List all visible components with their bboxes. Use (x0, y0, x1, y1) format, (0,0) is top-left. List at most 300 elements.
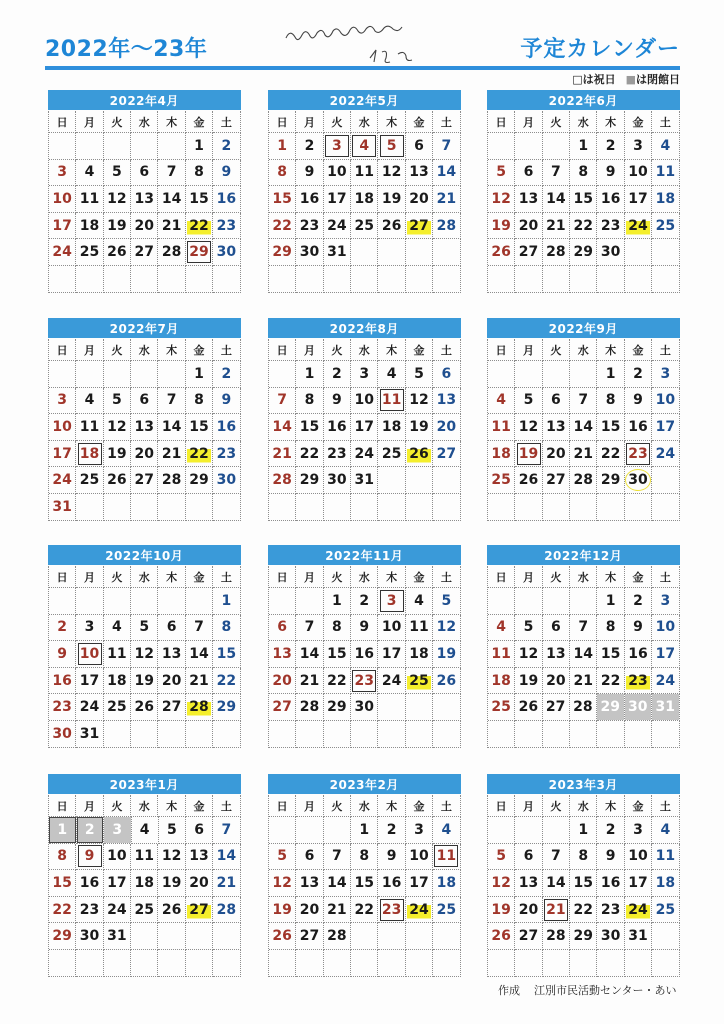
day-number: 2 (605, 821, 616, 838)
day-cell (213, 133, 240, 160)
day-cell (625, 186, 652, 213)
day-cell (76, 950, 103, 977)
day-cell (158, 441, 185, 468)
day-number: 22 (52, 901, 72, 918)
day-cell (324, 817, 351, 844)
day-cell (158, 213, 185, 240)
day-cell (131, 186, 158, 213)
day-cell (296, 694, 323, 721)
day-number: 13 (161, 645, 182, 662)
day-number: 4 (352, 135, 376, 157)
day-cell (488, 239, 515, 266)
weekday-label: 木 (158, 111, 185, 133)
day-cell (406, 414, 433, 441)
day-cell (186, 186, 213, 213)
weekday-label: 木 (597, 566, 624, 588)
day-cell (49, 923, 76, 950)
day-cell (597, 186, 624, 213)
day-cell (597, 897, 624, 924)
day-number: 28 (546, 244, 566, 261)
day-cell (213, 923, 240, 950)
day-cell (131, 494, 158, 521)
day-number: 8 (304, 392, 315, 409)
day-cell (131, 160, 158, 187)
day-cell (625, 388, 652, 415)
day-cell (104, 414, 131, 441)
day-number: 23 (79, 901, 100, 918)
day-cell (269, 160, 296, 187)
day-cell (324, 641, 351, 668)
day-cell (625, 213, 652, 240)
day-number: 27 (518, 928, 539, 945)
day-cell (406, 817, 433, 844)
day-number: 9 (332, 392, 342, 409)
weekday-header-row (49, 339, 241, 361)
day-number: 19 (409, 418, 429, 435)
day-number: 1 (578, 821, 589, 838)
month-block (487, 318, 680, 521)
day-cell (269, 694, 296, 721)
day-cell (158, 588, 185, 615)
month-title: 2022年11月 (268, 545, 461, 565)
day-cell (515, 133, 542, 160)
week-row (488, 186, 680, 213)
day-cell (351, 414, 378, 441)
day-number: 30 (52, 725, 72, 742)
day-cell (570, 641, 597, 668)
day-cell (543, 133, 570, 160)
day-cell (296, 817, 323, 844)
day-cell (625, 641, 652, 668)
day-number: 28 (161, 244, 182, 261)
day-cell (433, 897, 460, 924)
calendar-period-title: 2022年～23年 (45, 37, 208, 62)
week-row (269, 923, 461, 950)
day-number: 22 (600, 672, 621, 689)
day-cell (213, 641, 240, 668)
day-number: 24 (626, 215, 650, 237)
day-cell (488, 588, 515, 615)
day-cell (213, 441, 240, 468)
day-cell (269, 615, 296, 642)
month-block (487, 774, 680, 977)
day-cell (158, 133, 185, 160)
day-number: 29 (573, 244, 593, 261)
day-number: 6 (551, 619, 561, 636)
month-block (48, 545, 241, 748)
weekday-label: 火 (543, 339, 570, 361)
weekday-label: 月 (296, 111, 323, 133)
day-number: 10 (655, 392, 676, 409)
day-cell (49, 844, 76, 871)
day-number: 30 (625, 469, 651, 491)
day-cell (652, 950, 679, 977)
day-cell (296, 641, 323, 668)
week-row (269, 239, 461, 266)
day-number: 19 (161, 874, 182, 891)
day-number: 11 (107, 645, 127, 662)
day-number: 18 (655, 190, 676, 207)
day-cell (515, 721, 542, 748)
day-cell (351, 388, 378, 415)
day-cell (296, 467, 323, 494)
day-cell (269, 844, 296, 871)
day-number: 28 (187, 696, 211, 718)
day-cell (543, 844, 570, 871)
weekday-label: 木 (378, 339, 405, 361)
day-number: 23 (299, 217, 320, 234)
day-cell (488, 467, 515, 494)
day-cell (213, 721, 240, 748)
day-cell (433, 694, 460, 721)
day-number: 10 (107, 848, 127, 865)
day-number: 2 (77, 817, 104, 843)
day-cell (104, 615, 131, 642)
day-number: 2 (605, 137, 616, 154)
day-number: 25 (107, 699, 127, 716)
day-number: 10 (381, 619, 402, 636)
day-cell (296, 668, 323, 695)
day-number: 21 (573, 445, 593, 462)
day-number: 31 (52, 498, 72, 515)
day-number: 21 (327, 901, 347, 918)
day-cell (213, 694, 240, 721)
day-cell (104, 694, 131, 721)
month-block (487, 545, 680, 748)
day-cell (49, 361, 76, 388)
day-cell (570, 441, 597, 468)
day-number: 3 (325, 135, 349, 157)
day-cell (406, 467, 433, 494)
day-cell (158, 694, 185, 721)
day-cell (76, 641, 103, 668)
day-cell (652, 361, 679, 388)
day-cell (296, 441, 323, 468)
day-cell (433, 870, 460, 897)
day-cell (76, 923, 103, 950)
day-number: 18 (79, 217, 100, 234)
day-number: 17 (381, 645, 402, 662)
weekday-label: 火 (543, 111, 570, 133)
weekday-label: 木 (597, 795, 624, 817)
day-cell (49, 494, 76, 521)
day-number: 14 (546, 190, 566, 207)
day-cell (406, 186, 433, 213)
day-number: 1 (277, 137, 288, 154)
day-number: 14 (216, 848, 237, 865)
day-number: 17 (52, 445, 72, 462)
day-number: 4 (660, 821, 671, 838)
day-number: 24 (354, 445, 374, 462)
weekday-header-row (269, 339, 461, 361)
day-cell (186, 467, 213, 494)
day-cell (186, 588, 213, 615)
day-cell (104, 361, 131, 388)
day-cell (324, 721, 351, 748)
day-number: 10 (327, 164, 347, 181)
day-cell (543, 950, 570, 977)
month-grid (268, 111, 461, 293)
day-cell (406, 870, 433, 897)
day-cell (104, 213, 131, 240)
week-row (269, 186, 461, 213)
day-number: 5 (277, 848, 288, 865)
day-number: 15 (52, 874, 72, 891)
day-number: 12 (518, 645, 539, 662)
weekday-label: 月 (515, 566, 542, 588)
day-number: 14 (573, 645, 593, 662)
day-cell (406, 213, 433, 240)
day-cell (351, 641, 378, 668)
day-cell (570, 467, 597, 494)
day-number: 29 (327, 699, 347, 716)
day-cell (570, 494, 597, 521)
weekday-header-row (488, 339, 680, 361)
day-number: 7 (551, 164, 561, 181)
week-row (269, 615, 461, 642)
day-cell (625, 721, 652, 748)
day-cell (597, 721, 624, 748)
day-cell (652, 615, 679, 642)
weekday-label: 土 (433, 111, 460, 133)
day-cell (351, 721, 378, 748)
day-cell (269, 668, 296, 695)
day-cell (652, 897, 679, 924)
day-cell (378, 266, 405, 293)
day-cell (570, 870, 597, 897)
day-cell (49, 641, 76, 668)
weekday-label: 金 (406, 795, 433, 817)
day-cell (213, 817, 240, 844)
day-cell (324, 160, 351, 187)
day-cell (213, 414, 240, 441)
day-cell (406, 266, 433, 293)
day-cell (488, 213, 515, 240)
day-number: 13 (134, 190, 154, 207)
week-row (488, 414, 680, 441)
day-cell (324, 494, 351, 521)
day-number: 8 (194, 392, 204, 409)
day-cell (131, 467, 158, 494)
weekday-label: 金 (406, 339, 433, 361)
day-number: 27 (134, 244, 154, 261)
day-number: 22 (187, 215, 211, 237)
day-number: 16 (628, 645, 648, 662)
day-cell (433, 266, 460, 293)
day-number: 21 (573, 672, 593, 689)
day-cell (488, 844, 515, 871)
day-number: 11 (491, 645, 511, 662)
day-number: 31 (354, 472, 374, 489)
day-cell (625, 897, 652, 924)
day-number: 18 (354, 190, 374, 207)
day-cell (158, 615, 185, 642)
day-cell (186, 844, 213, 871)
weekday-label: 土 (213, 111, 240, 133)
weekday-label: 土 (433, 795, 460, 817)
day-number: 6 (523, 164, 534, 181)
day-cell (186, 950, 213, 977)
week-row (49, 923, 241, 950)
day-number: 30 (216, 472, 237, 489)
day-cell (296, 160, 323, 187)
day-cell (351, 817, 378, 844)
day-number: 9 (57, 645, 68, 662)
day-cell (76, 441, 103, 468)
day-number: 21 (299, 672, 320, 689)
day-cell (488, 133, 515, 160)
day-cell (104, 668, 131, 695)
day-number: 6 (551, 392, 561, 409)
day-cell (378, 668, 405, 695)
day-cell (49, 239, 76, 266)
day-cell (433, 817, 460, 844)
weekday-label: 土 (652, 566, 679, 588)
day-number: 25 (436, 901, 457, 918)
day-number: 7 (166, 164, 177, 181)
day-number: 10 (52, 190, 72, 207)
day-cell (378, 494, 405, 521)
day-cell (597, 441, 624, 468)
day-cell (49, 213, 76, 240)
day-number: 23 (380, 899, 404, 921)
day-cell (131, 870, 158, 897)
day-cell (131, 641, 158, 668)
day-cell (213, 186, 240, 213)
weekday-label: 火 (324, 566, 351, 588)
day-cell (406, 133, 433, 160)
day-cell (625, 361, 652, 388)
day-cell (652, 694, 680, 721)
day-cell (131, 721, 158, 748)
legend (572, 71, 680, 87)
day-number: 13 (189, 848, 209, 865)
day-cell (488, 870, 515, 897)
day-cell (570, 668, 597, 695)
day-cell (433, 414, 460, 441)
week-row (269, 494, 461, 521)
day-cell (597, 133, 624, 160)
day-number: 17 (107, 874, 127, 891)
day-cell (76, 186, 103, 213)
day-cell (158, 897, 185, 924)
day-number: 8 (605, 392, 616, 409)
week-row (488, 870, 680, 897)
legend-closed (626, 71, 680, 87)
day-number: 15 (600, 418, 621, 435)
day-cell (515, 844, 542, 871)
weekday-label: 日 (269, 566, 296, 588)
day-number: 21 (189, 672, 209, 689)
day-cell (597, 817, 624, 844)
day-number: 31 (327, 244, 347, 261)
day-number: 29 (187, 241, 211, 263)
day-cell (515, 615, 542, 642)
day-cell (433, 467, 460, 494)
day-cell (488, 388, 515, 415)
day-number: 11 (354, 164, 374, 181)
day-number: 2 (359, 592, 370, 609)
day-cell (49, 721, 76, 748)
day-number: 25 (491, 472, 511, 489)
week-row (488, 588, 680, 615)
day-cell (488, 361, 515, 388)
day-cell (406, 361, 433, 388)
weekday-header-row (269, 566, 461, 588)
day-number: 27 (518, 244, 539, 261)
day-cell (158, 186, 185, 213)
month-grid (48, 339, 241, 521)
day-number: 9 (221, 164, 232, 181)
day-number: 7 (578, 619, 589, 636)
day-number: 3 (57, 392, 68, 409)
day-cell (406, 615, 433, 642)
day-cell (570, 923, 597, 950)
day-number: 4 (84, 392, 95, 409)
day-cell (433, 441, 460, 468)
day-cell (488, 441, 515, 468)
day-cell (324, 844, 351, 871)
day-cell (488, 721, 515, 748)
day-cell (488, 897, 515, 924)
day-cell (131, 668, 158, 695)
day-cell (433, 361, 460, 388)
day-number: 2 (221, 137, 232, 154)
day-cell (488, 266, 515, 293)
week-row (49, 213, 241, 240)
day-cell (296, 897, 323, 924)
holiday-box-icon: □ (572, 73, 583, 86)
day-cell (351, 668, 378, 695)
week-row (269, 133, 461, 160)
day-number: 9 (304, 164, 315, 181)
day-cell (378, 641, 405, 668)
day-cell (351, 923, 378, 950)
day-cell (570, 950, 597, 977)
day-cell (433, 388, 460, 415)
day-cell (570, 721, 597, 748)
day-cell (49, 388, 76, 415)
day-cell (324, 923, 351, 950)
week-row (488, 694, 680, 721)
day-number: 13 (436, 392, 457, 409)
day-number: 24 (52, 472, 72, 489)
week-row (269, 897, 461, 924)
weekday-label: 日 (49, 111, 76, 133)
week-row (269, 388, 461, 415)
day-number: 24 (327, 217, 347, 234)
day-cell (406, 441, 433, 468)
day-number: 30 (216, 244, 237, 261)
day-number: 14 (546, 874, 566, 891)
weekday-header-row (488, 795, 680, 817)
day-cell (652, 668, 679, 695)
weekday-label: 水 (131, 111, 158, 133)
day-cell (597, 870, 624, 897)
day-cell (186, 615, 213, 642)
day-cell (406, 844, 433, 871)
day-cell (378, 441, 405, 468)
day-cell (186, 133, 213, 160)
day-number: 18 (78, 443, 102, 465)
day-number: 25 (491, 699, 511, 716)
day-number: 31 (652, 694, 679, 720)
day-cell (515, 467, 542, 494)
day-number: 30 (600, 244, 621, 261)
week-row (49, 870, 241, 897)
weekday-label: 水 (570, 795, 597, 817)
day-number: 7 (578, 392, 589, 409)
